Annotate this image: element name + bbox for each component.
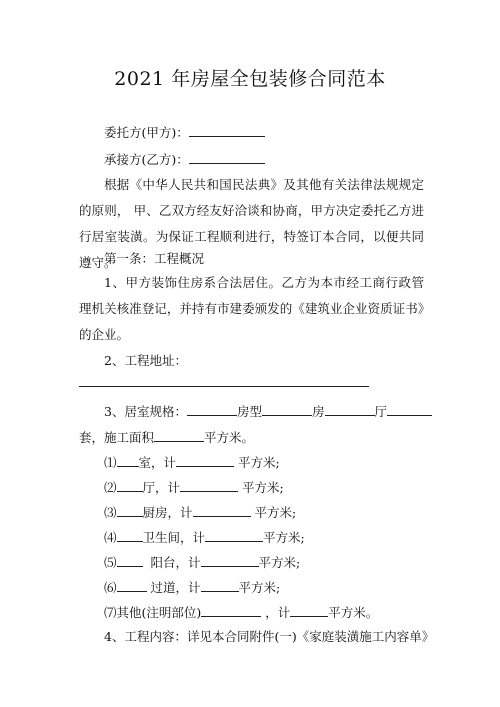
item-2-address-label: 2、工程地址：: [104, 353, 187, 368]
party-b-blank[interactable]: [189, 151, 265, 164]
blank[interactable]: [117, 504, 143, 517]
blank[interactable]: [117, 554, 143, 567]
room-line-1: [104, 454, 280, 471]
room-unit: 平方米。: [328, 605, 379, 620]
room-name: 过道，计: [150, 580, 201, 595]
room-prefix: ⑹: [104, 580, 117, 595]
room-line-6: [104, 579, 280, 596]
party-a-line: [104, 124, 265, 141]
area-blank[interactable]: [154, 429, 204, 442]
room-name: 厅，计: [142, 480, 181, 495]
blank[interactable]: [117, 479, 143, 492]
room-unit: 平方米;: [242, 480, 284, 495]
address-blank[interactable]: [79, 385, 369, 387]
blank[interactable]: [201, 579, 239, 592]
item-3-line-1: [104, 403, 432, 420]
room-name: 卫生间，计: [142, 530, 206, 545]
room-prefix: ⑵: [104, 480, 117, 495]
room-name: 阳台，计: [150, 555, 201, 570]
item-1-paragraph: 1、甲方装饰住房系合法居住。乙方为本市经工商行政管理机关核准登记，并持有市建委颁发的《建筑业企业资质证书》的企业。: [79, 275, 424, 342]
intro-paragraph: 根据《中华人民共和国民法典》及其他有关法律法规规定的原则， 甲、乙双方经友好洽谈和协商，甲方决定委托乙方进行居室装潢。为保证工程顺利进行，特签订本合同，以便共同遵守。: [79, 177, 424, 270]
room-line-4: [104, 529, 305, 546]
room-prefix: ⑷: [104, 530, 117, 545]
room-unit: 平方米;: [258, 555, 301, 570]
blank[interactable]: [201, 554, 259, 567]
room-line-3: [104, 504, 296, 521]
room-label: 房: [311, 404, 325, 419]
area-unit: 平方米。: [204, 430, 255, 445]
blank[interactable]: [290, 604, 328, 617]
room-unit: 平方米;: [263, 530, 305, 545]
article-1-heading: 第一条：工程概况: [104, 251, 205, 266]
blank[interactable]: [117, 579, 147, 592]
room-prefix: ⑸: [104, 555, 117, 570]
blank[interactable]: [325, 403, 375, 416]
item-3-label: 3、居室规格：: [104, 404, 187, 419]
hall-label: 厅: [374, 404, 388, 419]
room-name: 室，计: [138, 455, 177, 470]
room-unit: 平方米;: [238, 580, 281, 595]
blank[interactable]: [180, 479, 238, 492]
party-a-label: 委托方(甲方)：: [104, 125, 189, 140]
room-line-2: [104, 479, 284, 496]
party-b-line: [104, 151, 265, 168]
set-area-label: 套，施工面积: [79, 430, 155, 445]
room-unit: 平方米;: [254, 505, 297, 520]
blank[interactable]: [201, 604, 261, 617]
room-mid: ，计: [265, 605, 291, 620]
room-prefix: ⑶: [104, 505, 117, 520]
blank[interactable]: [117, 529, 143, 542]
room-line-5: [104, 554, 300, 571]
room-name: 其他(注明部位): [116, 605, 202, 620]
blank[interactable]: [387, 403, 432, 416]
item-4-line: 4、工程内容：详见本合同附件(一)《家庭装潢施工内容单》: [104, 629, 435, 644]
room-name: 厨房，计: [142, 505, 193, 520]
room-prefix: ⑴: [104, 455, 117, 470]
house-type-label: 房型: [236, 404, 262, 419]
room-unit: 平方米;: [238, 455, 280, 470]
blank[interactable]: [262, 403, 312, 416]
blank[interactable]: [117, 454, 139, 467]
blank[interactable]: [176, 454, 234, 467]
room-prefix: ⑺: [104, 605, 117, 620]
document-title: 2021 年房屋全包装修合同范本: [114, 68, 386, 90]
blank[interactable]: [205, 529, 263, 542]
blank[interactable]: [193, 504, 251, 517]
item-3-line-2: [79, 429, 254, 446]
party-a-blank[interactable]: [189, 124, 265, 137]
blank[interactable]: [187, 403, 237, 416]
room-line-7: [104, 604, 378, 621]
party-b-label: 承接方(乙方)：: [104, 152, 189, 167]
